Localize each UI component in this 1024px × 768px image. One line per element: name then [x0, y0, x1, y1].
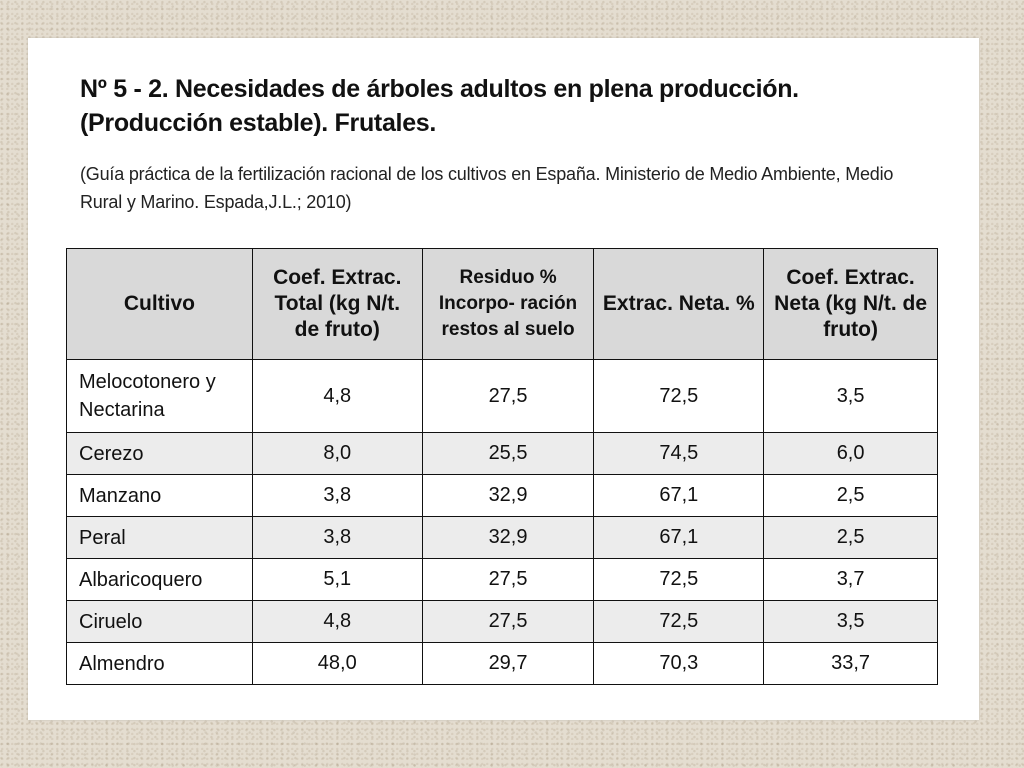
cell-coef-total: 48,0: [252, 643, 422, 685]
cell-coef-neta: 6,0: [764, 433, 938, 475]
cell-extrac-neta: 67,1: [594, 475, 764, 517]
cell-coef-neta: 2,5: [764, 475, 938, 517]
header-coef-extrac-neta: Coef. Extrac. Neta (kg N/t. de fruto): [764, 249, 938, 360]
table-row: [67, 360, 938, 433]
header-extrac-neta: Extrac. Neta. %: [594, 249, 764, 360]
cell-cultivo: Cerezo: [67, 433, 253, 475]
cell-cultivo: Almendro: [67, 643, 253, 685]
cell-coef-neta: 2,5: [764, 517, 938, 559]
cell-cultivo: Manzano: [67, 475, 253, 517]
header-row: [67, 249, 938, 360]
cell-extrac-neta: 72,5: [594, 559, 764, 601]
header-cultivo: Cultivo: [67, 249, 253, 360]
cell-coef-total: 4,8: [252, 360, 422, 433]
cell-extrac-neta: 72,5: [594, 601, 764, 643]
cell-extrac-neta: 67,1: [594, 517, 764, 559]
table-body: [67, 360, 938, 685]
cell-coef-total: 8,0: [252, 433, 422, 475]
document-page: [28, 38, 979, 720]
cell-coef-neta: 3,5: [764, 601, 938, 643]
cell-residuo: 32,9: [422, 475, 594, 517]
table-row: [67, 517, 938, 559]
cell-residuo: 27,5: [422, 601, 594, 643]
cell-residuo: 25,5: [422, 433, 594, 475]
cell-residuo: 29,7: [422, 643, 594, 685]
cell-cultivo: Ciruelo: [67, 601, 253, 643]
cell-coef-neta: 33,7: [764, 643, 938, 685]
cell-residuo: 32,9: [422, 517, 594, 559]
cell-cultivo: Albaricoquero: [67, 559, 253, 601]
cell-extrac-neta: 74,5: [594, 433, 764, 475]
cell-coef-total: 3,8: [252, 475, 422, 517]
table-row: [67, 601, 938, 643]
table-row: [67, 433, 938, 475]
table-header: [67, 249, 938, 360]
cell-coef-total: 4,8: [252, 601, 422, 643]
header-residuo: Residuo % Incorpo- ración restos al suelo: [422, 249, 594, 360]
cell-cultivo: Melocotonero y Nectarina: [67, 360, 253, 433]
table-row: [67, 643, 938, 685]
header-coef-extrac-total: Coef. Extrac. Total (kg N/t. de fruto): [252, 249, 422, 360]
source-citation: (Guía práctica de la fertilización racional de los cultivos en España. Ministerio de Medio Ambiente, Medio Rural y Marino. Espada,J.L.; 2010): [80, 164, 894, 212]
cell-residuo: 27,5: [422, 559, 594, 601]
cell-coef-total: 5,1: [252, 559, 422, 601]
table-row: [67, 559, 938, 601]
document-title: Nº 5 - 2. Necesidades de árboles adultos en plena producción. (Producción estable). Frutales.: [80, 75, 799, 137]
cell-coef-total: 3,8: [252, 517, 422, 559]
nitrogen-needs-table: [66, 248, 938, 685]
cell-extrac-neta: 72,5: [594, 360, 764, 433]
cell-extrac-neta: 70,3: [594, 643, 764, 685]
cell-coef-neta: 3,5: [764, 360, 938, 433]
table-row: [67, 475, 938, 517]
cell-residuo: 27,5: [422, 360, 594, 433]
cell-coef-neta: 3,7: [764, 559, 938, 601]
cell-cultivo: Peral: [67, 517, 253, 559]
